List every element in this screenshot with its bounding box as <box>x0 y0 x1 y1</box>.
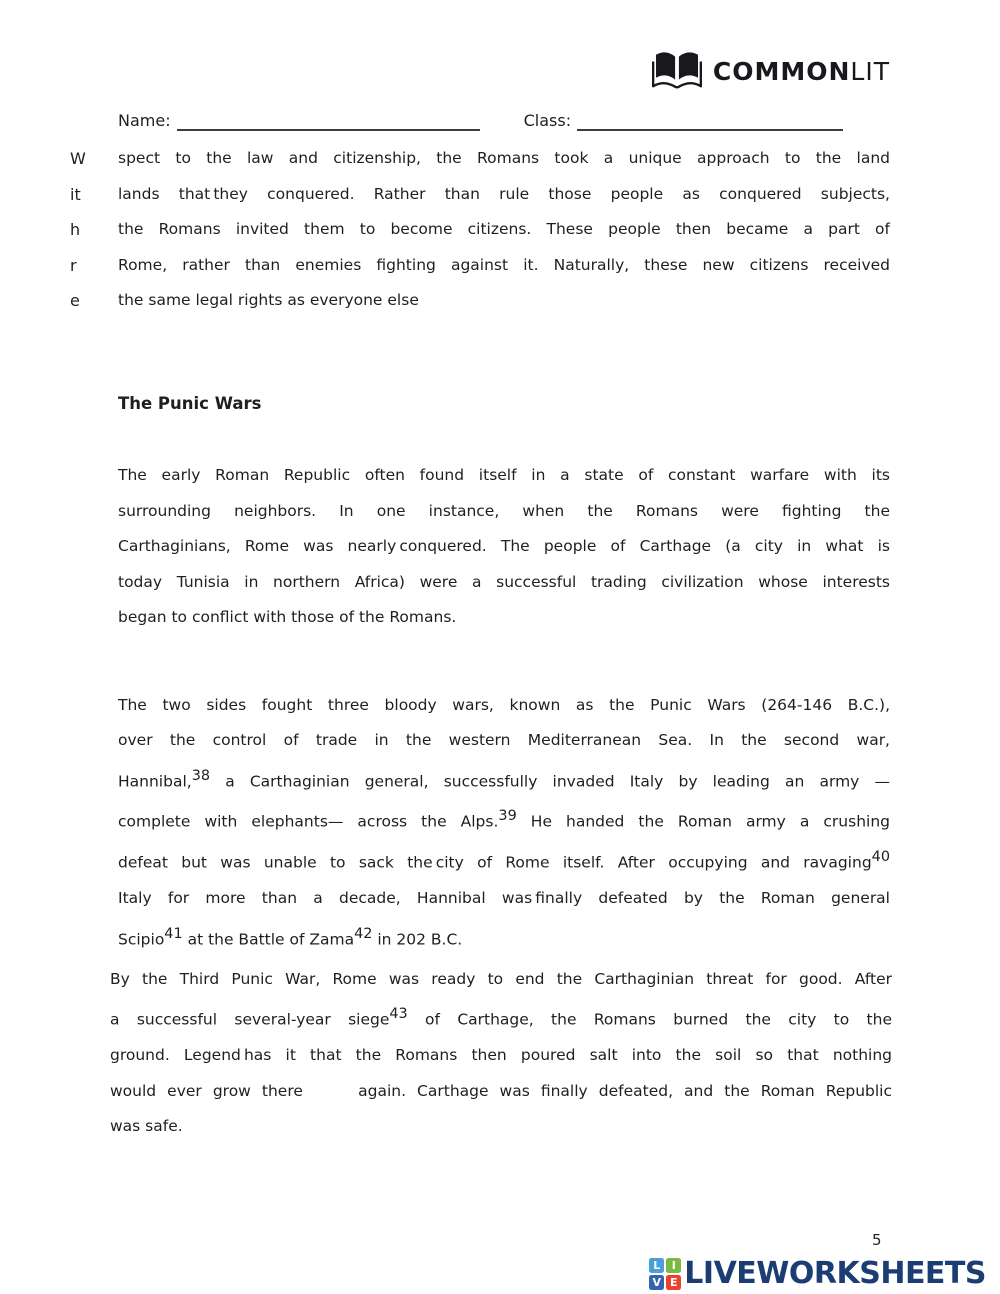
text-line: Carthaginians, Rome was nearly conquered. The people of Carthage (a city in what is <box>118 537 890 555</box>
footnote-marker: 39 <box>498 808 517 825</box>
text-line: over the control of trade in the western Mediterranean Sea. In the second war, <box>118 731 890 749</box>
footnote-marker: 42 <box>354 925 373 942</box>
text-line: r <box>70 255 77 275</box>
text-line: was safe. <box>110 1117 183 1136</box>
text-line: the Romans invited them to become citizens. These people then became a part of <box>118 220 890 238</box>
name-label: Name: <box>118 111 171 130</box>
text-line: Italy for more than a decade, Hannibal was finally defeated by the Roman general <box>118 889 890 908</box>
text-line: The two sides fought three bloody wars, known as the Punic Wars (264-146 B.C.), <box>118 695 890 714</box>
footnote-marker: 40 <box>871 849 890 866</box>
text-line: Rome, rather than enemies fighting against it. Naturally, these new citizens received <box>118 255 890 274</box>
text-line: began to conflict with those of the Romans. <box>118 608 457 626</box>
text-line: surrounding neighbors. In one instance, when the Romans were fighting the <box>118 501 890 520</box>
name-blank-field[interactable] <box>177 113 480 131</box>
name-class-row <box>118 111 890 131</box>
text-line: defeat but was unable to sack the city of Rome itself. After occupying and ravaging$^{40}$ <box>118 849 890 872</box>
paragraph-early-republic <box>118 458 890 636</box>
logo-tile-l: L <box>649 1258 664 1273</box>
text-line: Hannibal,$^{38}$ a Carthaginian general, successfully invaded Italy by leading an army — <box>118 767 890 790</box>
liveworksheets-wordmark: LIVEWORKSHEETS <box>684 1256 986 1291</box>
footnote-marker: 43 <box>389 1006 408 1023</box>
text-line: today Tunisia in northern Africa) were a successful trading civilization whose interests <box>118 572 890 591</box>
text-line: would ever grow there again. Carthage was finally defeated, and the Roman Republic <box>110 1081 892 1100</box>
text-line: a successful several-year siege$^{43}$ of Carthage, the Romans burned the city to the <box>110 1006 892 1029</box>
commonlit-wordmark <box>712 56 890 86</box>
text-line: h <box>70 220 81 239</box>
text-line: spect to the law and citizenship, the Romans took a unique approach to the land <box>118 149 890 167</box>
text-line: lands that they conquered. Rather than rule those people as conquered subjects, <box>118 184 890 203</box>
margin-letters <box>70 141 118 319</box>
intro-paragraph <box>118 141 890 319</box>
open-book-icon <box>652 50 702 92</box>
text-line: ground. Legend has it that the Romans then poured salt into the soil so that nothing <box>110 1046 892 1065</box>
commonlit-wordmark-light: LIT <box>850 56 890 86</box>
paragraph-third-punic-war <box>110 962 892 1145</box>
text-line: it <box>70 184 81 204</box>
section-heading: The Punic Wars <box>118 394 262 413</box>
text-line: the same legal rights as everyone else <box>118 291 419 309</box>
footnote-marker: 38 <box>191 767 211 784</box>
commonlit-wordmark-bold: COMMON <box>712 56 851 86</box>
text-line: e <box>70 291 80 310</box>
footnote-marker: 41 <box>164 925 183 942</box>
text-line: The early Roman Republic often found itself in a state of constant warfare with its <box>118 466 890 484</box>
logo-tile-e: E <box>666 1275 681 1290</box>
page-number: 5 <box>872 1231 882 1249</box>
main-content <box>110 392 892 1145</box>
text-line: complete with elephants— across the Alps.$^{39}$ He handed the Roman army a crushing <box>118 808 890 831</box>
logo-tile-i: I <box>666 1258 681 1273</box>
text-line: W <box>70 149 86 168</box>
text-line: Scipio$^{41}$ at the Battle of Zama$^{42}$ in 202 B.C. <box>118 925 463 949</box>
paragraph-punic-wars <box>118 688 890 958</box>
logo-tile-v: V <box>649 1275 664 1290</box>
commonlit-logo <box>652 50 890 92</box>
intro-block <box>70 141 890 319</box>
liveworksheets-tiles-icon <box>649 1258 681 1290</box>
text-line: By the Third Punic War, Rome was ready to end the Carthaginian threat for good. After <box>110 969 892 988</box>
liveworksheets-logo <box>649 1258 986 1290</box>
class-blank-field[interactable] <box>577 113 843 131</box>
class-label: Class: <box>523 111 572 130</box>
